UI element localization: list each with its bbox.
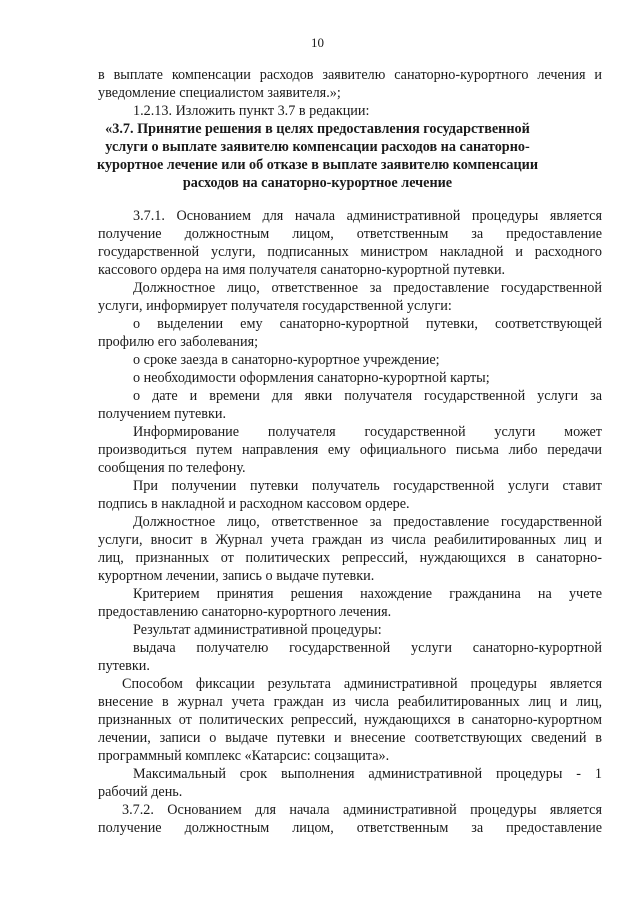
text-line: о необходимости оформления санаторно-курортной карты; xyxy=(133,370,490,386)
text-line: Информирование получателя государственной услуги может xyxy=(133,424,602,440)
section-heading-line: «3.7. Принятие решения в целях предоставления государственной xyxy=(105,121,530,137)
text-line: признанных от политических репрессий, нуждающихся в санаторно-курортном xyxy=(98,712,602,728)
section-heading-line: курортное лечение или об отказе в выплате заявителю компенсации xyxy=(96,157,539,173)
text-line: получением путевки. xyxy=(98,406,227,422)
text-line: Должностное лицо, ответственное за предоставление государственной xyxy=(133,280,602,296)
text-line: курортном лечении, запись о выдаче путевки. xyxy=(98,568,375,584)
text-line: услуги, вносит в Журнал учета граждан из числа реабилитированных лиц и xyxy=(98,532,602,548)
text-line: Максимальный срок выполнения административной процедуры - 1 xyxy=(133,766,602,782)
text-line: кассового ордера на имя получателя санаторно-курортной путевки. xyxy=(98,262,506,278)
text-line: услуги, информирует получателя государственной услуги: xyxy=(98,298,452,314)
text-line: о выделении ему санаторно-курортной путевки, соответствующей xyxy=(133,316,602,332)
text-line: о сроке заезда в санаторно-курортное учреждение; xyxy=(133,352,440,368)
text-line: предоставлению санаторно-курортного лечения. xyxy=(98,604,392,620)
text-line: выдача получателю государственной услуги санаторно-курортной xyxy=(133,640,602,656)
text-line: подпись в накладной и расходном кассовом ордере. xyxy=(98,496,410,512)
text-line: 3.7.2. Основанием для начала административной процедуры является xyxy=(122,802,602,818)
text-line: производиться путем направления ему официального письма либо передачи xyxy=(98,442,602,458)
text-line: о дате и времени для явки получателя государственной услуги за xyxy=(133,388,602,404)
text-line: программный комплекс «Катарсис: соцзащита». xyxy=(98,748,390,764)
text-line: государственной услуги, подписанных министром накладной и расходного xyxy=(98,244,602,260)
text-line: При получении путевки получатель государственной услуги ставит xyxy=(133,478,602,494)
text-line: уведомление специалистом заявителя.»; xyxy=(98,85,341,101)
text-line: в выплате компенсации расходов заявителю санаторно-курортного лечения и xyxy=(98,67,602,83)
text-line: внесение в журнал учета граждан из числа реабилитированных лиц и лиц, xyxy=(98,694,602,710)
page-number: 10 xyxy=(311,35,324,50)
text-line: Результат административной процедуры: xyxy=(133,622,382,638)
text-line: 1.2.13. Изложить пункт 3.7 в редакции: xyxy=(133,103,370,119)
text-line: получение должностным лицом, ответственным за предоставление xyxy=(98,226,602,242)
text-line: лечении, записи о выдаче путевки и внесение соответствующих сведений в xyxy=(98,730,602,746)
section-heading-line: расходов на санаторно-курортное лечение xyxy=(182,175,453,191)
text-line: Должностное лицо, ответственное за предоставление государственной xyxy=(133,514,602,530)
text-line: путевки. xyxy=(98,658,150,674)
text-line: Критерием принятия решения нахождение гражданина на учете xyxy=(133,586,602,602)
text-line: сообщения по телефону. xyxy=(98,460,246,476)
text-line: Способом фиксации результата административной процедуры является xyxy=(122,676,602,692)
text-line: лиц, признанных от политических репрессий, нуждающихся в санаторно- xyxy=(98,550,602,566)
text-line: рабочий день. xyxy=(98,784,183,800)
text-line: 3.7.1. Основанием для начала административной процедуры является xyxy=(133,208,602,224)
text-line: профилю его заболевания; xyxy=(98,334,259,350)
text-line: получение должностным лицом, ответственным за предоставление xyxy=(98,820,602,836)
section-heading-line: услуги о выплате заявителю компенсации расходов на санаторно- xyxy=(105,139,530,155)
